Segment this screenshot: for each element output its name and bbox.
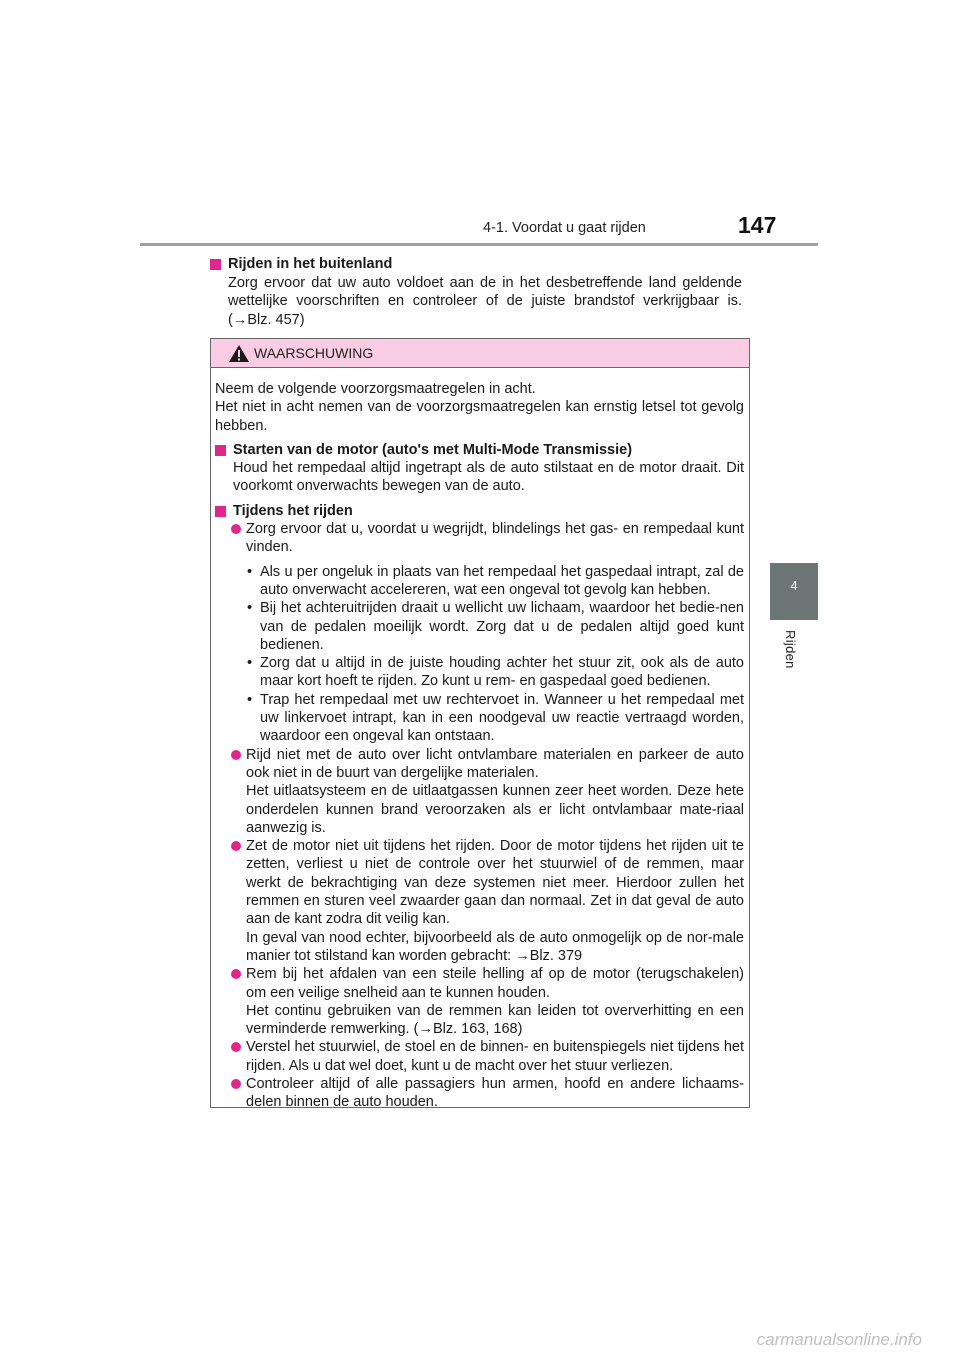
bullet-engine-off-cont: In geval van nood echter, bijvoorbeeld als de auto onmogelijk op de nor-male manier tot stilstand kan worden gebracht: →Blz. 379: [246, 929, 744, 964]
sub-bullet-3: • Zorg dat u altijd in de juiste houding achter het stuur zit, ook als de auto maar kort hoeft te rijden. Zo kunt u rem- en gaspedaal goed bedienen.: [215, 654, 744, 691]
warning-title: WAARSCHUWING: [254, 345, 374, 361]
bullet-descent-cont: Het continu gebruiken van de remmen kan leiden tot oververhitting en een verminderde remwerking. (→Blz. 163, 168): [246, 1002, 744, 1038]
bullet-flammable: Rijd niet met de auto over licht ontvlambare materialen en parkeer de auto ook niet in de buurt van dergelijke materialen.: [215, 746, 744, 783]
warning-header: [211, 339, 749, 368]
section-heading-start: Starten van de motor (auto's met Multi-Mode Transmissie): [215, 441, 744, 459]
footer: [0, 1322, 960, 1358]
warning-intro-1: Neem de volgende voorzorgsmaatregelen in acht.: [215, 381, 536, 397]
intro-section: [210, 255, 742, 329]
bullet-flammable-cont: Het uitlaatsysteem en de uitlaatgassen kunnen zeer heet worden. Deze hete onderdelen kunnen brand veroorzaken als er licht ontvlambaar mate-riaal aanwezig is.: [246, 783, 744, 836]
intro-heading: Rijden in het buitenland: [210, 255, 742, 274]
section-body-start: Houd het rempedaal altijd ingetrapt als de auto stilstaat en de motor draait. Dit voorkomt onverwachts bewegen van de auto.: [233, 460, 744, 495]
sub-bullet-1: • Als u per ongeluk in plaats van het rempedaal het gaspedaal intrapt, zal de auto onverwacht accelereren, wat een ongeval tot gevolg kan hebben.: [215, 563, 744, 600]
sub-bullet-2: • Bij het achteruitrijden draait u wellicht uw lichaam, waardoor het bedie-nen van de pedalen moeilijk wordt. Zorg dat u de pedalen altijd goed kunt bedienen.: [215, 599, 744, 654]
header-section: 4-1. Voordat u gaat rijden: [483, 220, 646, 236]
side-tab-number: 4: [790, 578, 798, 593]
bullet-pedals: Zorg ervoor dat u, voordat u wegrijdt, blindelings het gas- en rempedaal kunt vinden.: [215, 520, 744, 557]
footer-watermark: carmanualsonline.info: [756, 1330, 922, 1349]
bullet-adjust: Verstel het stuurwiel, de stoel en de binnen- en buitenspiegels niet tijdens het rijden. Als u dat wel doet, kunt u de macht over het stuur verliezen.: [215, 1038, 744, 1075]
sub-bullet-4: • Trap het rempedaal met uw rechtervoet in. Wanneer u het rempedaal met uw linkervoet intrapt, kan in een noodgeval uw reactie vertraagd worden, waardoor een ongeval kan ontstaan.: [215, 691, 744, 746]
header-rule: [140, 243, 818, 246]
intro-body: Zorg ervoor dat uw auto voldoet aan de in het desbetreffende land geldende wettelijke voorschriften en controleer of de juiste brandstof verkrijgbaar is. (→Blz. 457): [228, 274, 742, 328]
bullet-passengers: Controleer altijd of alle passagiers hun armen, hoofd en andere lichaams-delen binnen de auto houden.: [215, 1075, 744, 1112]
warning-intro-2: Het niet in acht nemen van de voorzorgsmaatregelen kan ernstig letsel tot gevolg hebben.: [215, 399, 744, 434]
warning-box: [210, 338, 750, 1111]
bullet-descent: Rem bij het afdalen van een steile helling af op de motor (terugschakelen) om een veilige snelheid aan te kunnen houden.: [215, 965, 744, 1002]
side-tab-label: Rijden: [783, 630, 798, 669]
page-number: 147: [738, 212, 777, 238]
section-heading-driving: Tijdens het rijden: [215, 502, 744, 520]
warning-body: [211, 368, 749, 1112]
bullet-engine-off: Zet de motor niet uit tijdens het rijden. Door de motor tijdens het rijden uit te zetten, verliest u niet de controle over het stuurwiel of de remmen, maar werkt de bekrachtiging van deze systemen niet meer. Hierdoor zullen het remmen en sturen veel zwaarder gaan dan normaal. Zet in dat geval de auto aan de kant zodra dit veilig kan.: [215, 837, 744, 928]
warning-triangle-icon: [228, 344, 250, 368]
